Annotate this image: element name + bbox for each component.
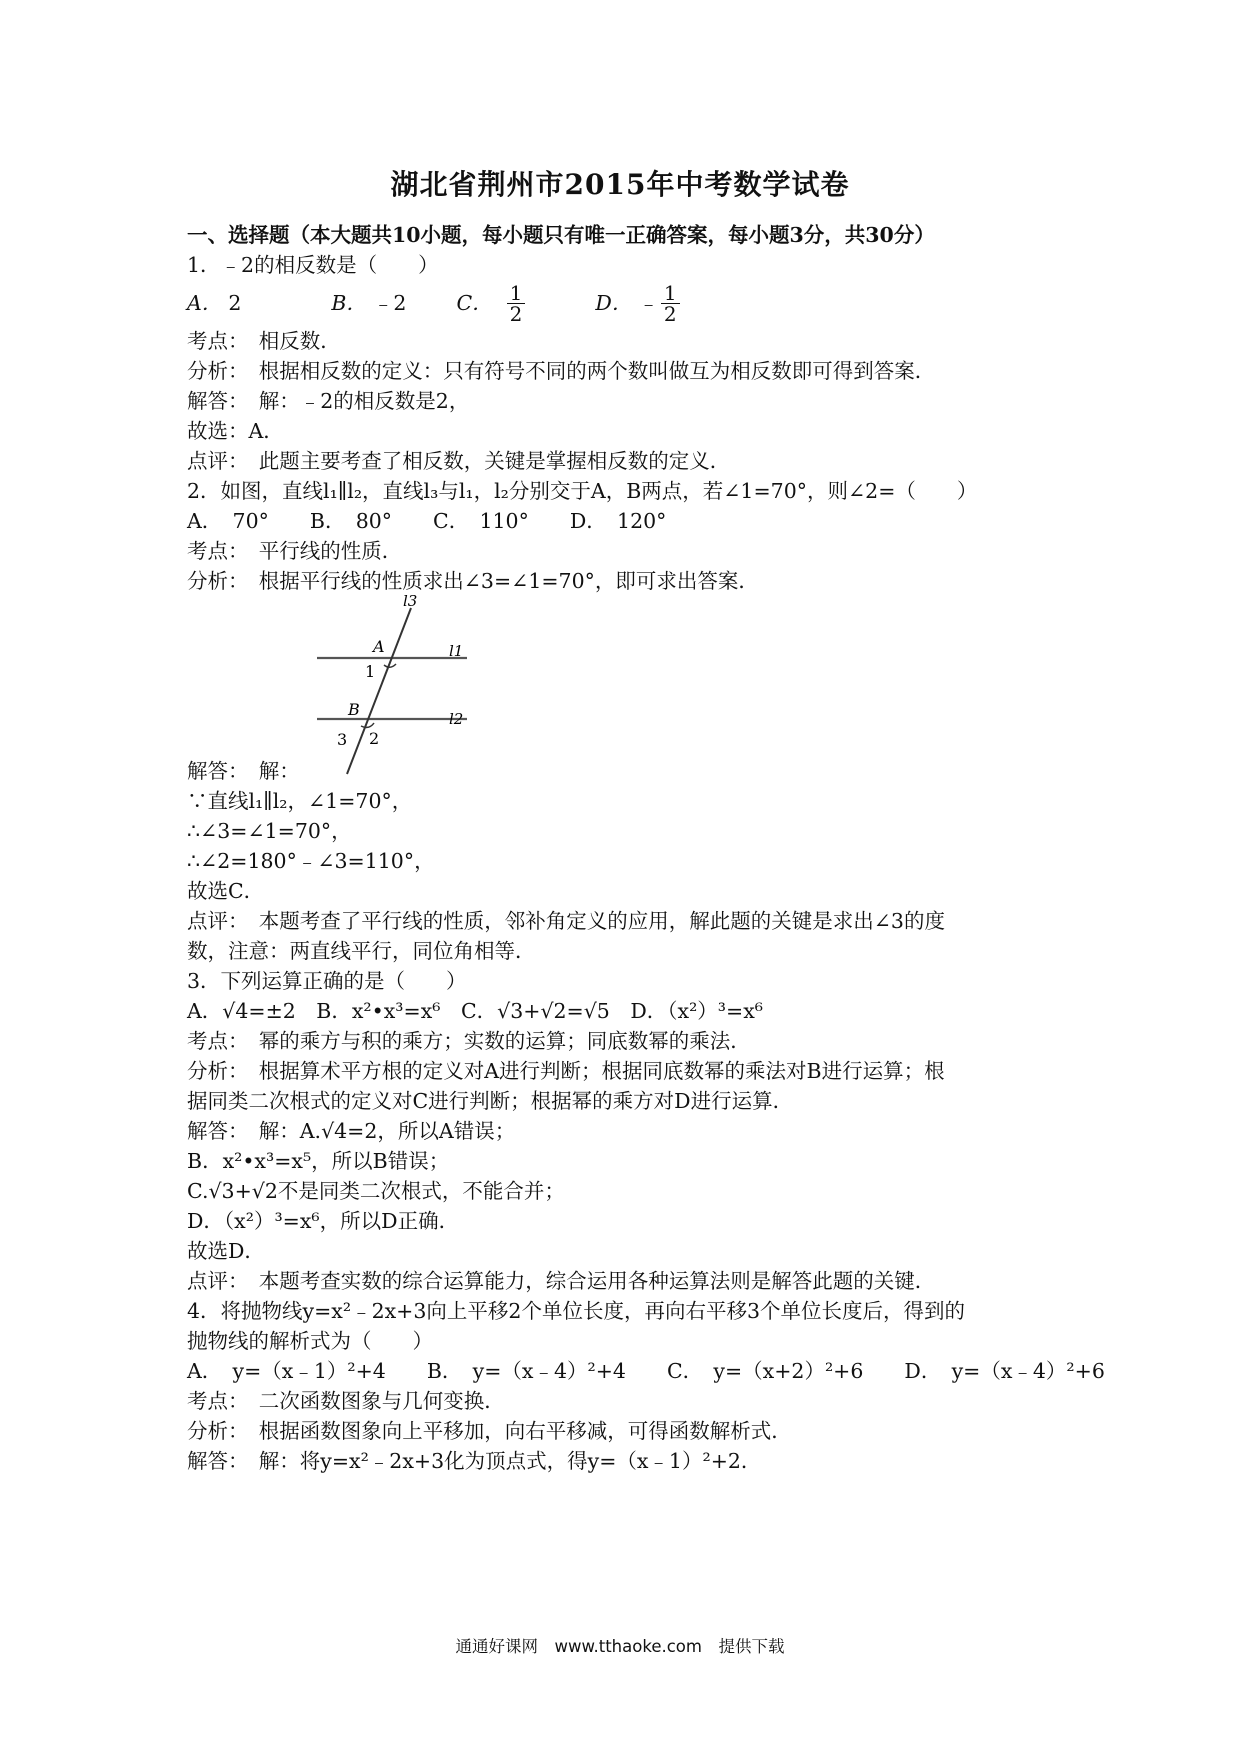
q2-line: ∴∠2=180°﹣∠3=110°， — [187, 849, 435, 873]
q2-line: 故选C． — [187, 879, 265, 903]
label-l2: l2 — [449, 710, 464, 728]
label-point-b: B — [348, 700, 360, 719]
q3-line: D．（x²）³=x⁶，所以D正确． — [187, 1209, 460, 1233]
q4-stem: 抛物线的解析式为（ ） — [187, 1329, 433, 1353]
q2-solution-label: 解答： 解： — [187, 759, 300, 783]
line-l3 — [347, 608, 411, 774]
q3-options: A．√4=±2 B．x²•x³=x⁶ C．√3+√2=√5 D．（x²）³=x⁶ — [187, 999, 763, 1023]
section-heading: 一、选择题（本大题共10小题，每小题只有唯一正确答案，每小题3分，共30分） — [187, 223, 935, 247]
q2-line: 数，注意：两直线平行，同位角相等． — [187, 939, 536, 963]
q4-options: A． y=（x﹣1）²+4 B． y=（x﹣4）²+4 C． y=（x+2）²+6 D． y=（x﹣4）²+6 — [187, 1359, 1105, 1383]
q1-option-a — [187, 288, 241, 318]
q1-option-c-denominator: 2 — [509, 301, 523, 326]
q2-line: ∴∠3=∠1=70°， — [187, 819, 352, 843]
parallel-lines-diagram — [317, 586, 517, 786]
q2-line: 点评： 本题考查了平行线的性质，邻补角定义的应用，解此题的关键是求出∠3的度 — [187, 909, 945, 933]
q1-option-b-letter: B． — [331, 291, 367, 315]
label-angle-1: 1 — [365, 662, 376, 681]
q1-option-b-text: ﹣2 — [372, 291, 407, 315]
q2-stem: 2．如图，直线l₁∥l₂，直线l₃与l₁，l₂分别交于A，B两点，若∠1=70°，则∠2=（ ） — [187, 479, 978, 503]
page-title: 湖北省荆州市2015年中考数学试卷 — [390, 168, 850, 201]
label-angle-3: 3 — [337, 730, 348, 749]
q3-line: B．x²•x³=x⁵，所以B错误； — [187, 1149, 450, 1173]
q3-stem: 3．下列运算正确的是（ ） — [187, 969, 467, 993]
q1-line: 故选：A． — [187, 419, 284, 443]
footer: 通通好课网 www.tthaoke.com 提供下载 — [455, 1637, 785, 1656]
q1-line: 考点： 相反数． — [187, 329, 341, 353]
q1-option-d-fraction — [661, 280, 680, 326]
q1-option-c-fraction — [507, 280, 526, 326]
q1-option-d-denominator: 2 — [663, 301, 677, 326]
q1-option-d — [595, 280, 679, 326]
q1-line: 点评： 此题主要考查了相反数，关键是掌握相反数的定义． — [187, 449, 731, 473]
q4-line: 分析： 根据函数图象向上平移加，向右平移减，可得函数解析式． — [187, 1419, 792, 1443]
q1-option-d-letter: D． — [595, 291, 633, 315]
q3-line: 故选D． — [187, 1239, 265, 1263]
q1-line: 分析： 根据相反数的定义：只有符号不同的两个数叫做互为相反数即可得到答案． — [187, 359, 936, 383]
q3-line: C.√3+√2不是同类二次根式，不能合并； — [187, 1179, 565, 1203]
q1-option-c — [456, 280, 525, 326]
q1-option-c-numerator: 1 — [507, 283, 526, 304]
q1-stem: 1．﹣2的相反数是（ ） — [187, 253, 439, 277]
q2-options: A． 70° B． 80° C． 110° D． 120° — [187, 509, 667, 533]
q2-line: 分析： 根据平行线的性质求出∠3=∠1=70°，即可求出答案． — [187, 569, 759, 593]
q1-options — [187, 280, 1067, 326]
q2-figure-block — [187, 592, 1067, 786]
q4-line: 考点： 二次函数图象与几何变换． — [187, 1389, 505, 1413]
label-l1: l1 — [449, 642, 464, 660]
q1-option-c-letter: C． — [456, 291, 493, 315]
q1-option-d-sign: ﹣ — [638, 291, 659, 315]
q2-line: ∵直线l₁∥l₂，∠1=70°， — [187, 789, 413, 813]
q1-option-a-letter: A． — [187, 291, 223, 315]
q4-line: 解答： 解：将y=x²﹣2x+3化为顶点式，得y=（x﹣1）²+2． — [187, 1449, 762, 1473]
angle-2-arc — [361, 723, 374, 727]
label-l3: l3 — [403, 592, 418, 610]
exam-content — [187, 250, 1105, 1476]
q3-line: 分析： 根据算术平方根的定义对A进行判断；根据同底数幂的乘法对B进行运算；根 — [187, 1059, 945, 1083]
q3-line: 点评： 本题考查实数的综合运算能力，综合运用各种运算法则是解答此题的关键． — [187, 1269, 936, 1293]
q2-line: 考点： 平行线的性质． — [187, 539, 403, 563]
q3-line: 考点： 幂的乘方与积的乘方；实数的运算；同底数幂的乘法． — [187, 1029, 751, 1053]
q3-line: 据同类二次根式的定义对C进行判断；根据幂的乘方对D进行运算． — [187, 1089, 794, 1113]
q1-option-a-text: 2 — [228, 291, 242, 315]
label-point-a: A — [373, 637, 385, 656]
q1-option-b — [331, 288, 406, 318]
label-angle-2: 2 — [369, 729, 380, 748]
q1-option-d-numerator: 1 — [661, 283, 680, 304]
q3-line: 解答： 解：A.√4=2，所以A错误； — [187, 1119, 516, 1143]
q1-line: 解答： 解：﹣2的相反数是2， — [187, 389, 470, 413]
q4-stem: 4．将抛物线y=x²﹣2x+3向上平移2个单位长度，再向右平移3个单位长度后，得到的 — [187, 1299, 965, 1323]
